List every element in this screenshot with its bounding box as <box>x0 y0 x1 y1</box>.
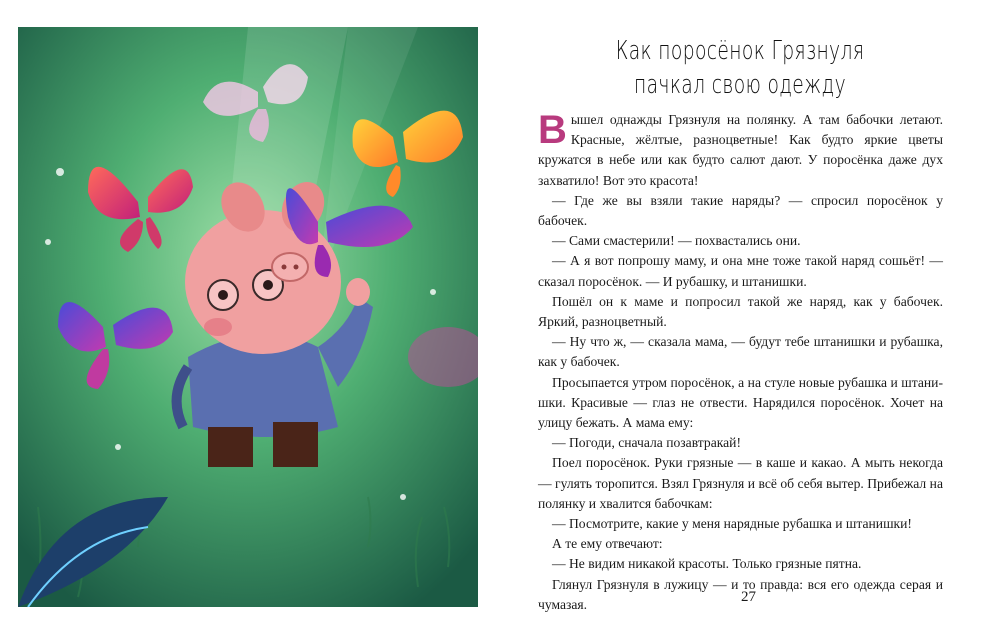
pig-with-butterflies-illustration <box>18 27 478 607</box>
paragraph-8: — Погоди, сначала позавтракай! <box>552 435 741 451</box>
dropcap: В <box>538 108 567 152</box>
chapter-title <box>535 34 945 102</box>
paragraph-9: Поел поросёнок. Руки грязные — в каше и какао. А мыть некогда — гулять торопится. Взял Грязнуля и всё об себя вытер. Прибежал на полянку и хвалится бабочкам: <box>538 455 943 511</box>
title-line-2: пачкал свою одежду <box>633 70 847 100</box>
paragraph-12: — Не видим никакой красоты. Только грязные пятна. <box>552 556 862 572</box>
paragraph-7: Просыпается утром поросёнок, а на стуле новые рубашка и штанишки. Красивые — глаз не отвести. Нарядился поросёнок. Хочет на улицу бежать. А мама ему: <box>538 374 943 431</box>
paragraph-10: — Посмотрите, какие у меня нарядные рубашка и штанишки! <box>552 516 912 532</box>
title-line-1: Как поросёнок Грязнуля <box>615 36 865 66</box>
paragraph-2: — Где же вы взяли такие наряды? — спросил поросёнок у бабочек. <box>538 192 943 229</box>
paragraph-5: Пошёл он к маме и попросил такой же наряд, как у бабочек. Яркий, разноцветный. <box>538 293 943 330</box>
story-text <box>538 110 943 615</box>
paragraph-1: Вышел однажды Грязнуля на полянку. А там бабочки летают. Красные, жёлтые, разноцветные! Как будто яркие цветы кружатся в небе или как будто салют дают. У поросёнка даже дух захватило! Вот это красота! <box>538 108 943 188</box>
page-number: 27 <box>741 589 756 605</box>
paragraph-3: — Сами смастерили! — похвастались они. <box>552 233 801 249</box>
paragraph-13: Глянул Грязнуля в лужицу — и то правда: вся его одежда серая и чумазая. <box>538 576 943 612</box>
paragraph-11: А те ему отвечают: <box>552 536 663 552</box>
paragraph-4: — А я вот попрошу маму, и она мне тоже такой наряд сошьёт! — сказал поросёнок. — И рубашку, и штанишки. <box>538 253 943 289</box>
paragraph-6: — Ну что ж, — сказала мама, — будут тебе штанишки и рубашка, как у бабочек. <box>538 334 943 370</box>
illustration <box>18 27 478 607</box>
